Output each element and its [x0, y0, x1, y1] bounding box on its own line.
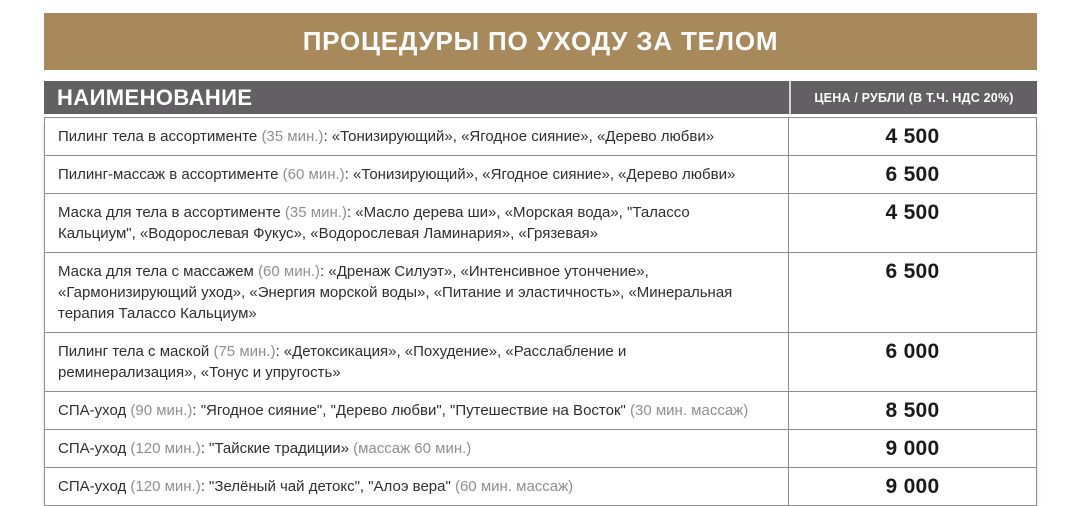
service-name-text: Пилинг тела с маской: [58, 343, 214, 360]
service-price: 6 500: [788, 253, 1036, 332]
duration-note: (120 мин.): [130, 440, 201, 457]
service-name-cell: [45, 118, 788, 155]
column-header-name: НАИМЕНОВАНИЕ: [57, 84, 253, 110]
service-price: 6 000: [788, 333, 1036, 391]
service-name-text: : "Тайские традиции»: [200, 440, 354, 457]
service-name-cell: [45, 333, 788, 391]
column-header-price: ЦЕНА / РУБЛИ (В Т.Ч. НДС 20%): [789, 81, 1037, 114]
service-price: 4 500: [788, 118, 1036, 155]
service-name-text: СПА-уход: [58, 478, 131, 495]
service-name-text: Пилинг тела в ассортименте: [58, 128, 262, 145]
service-price: 4 500: [788, 194, 1036, 252]
duration-note: (30 мин. массаж): [630, 402, 749, 419]
service-price: 8 500: [788, 392, 1036, 429]
service-name-text: : «Детоксикация», «Похудение», «Расслабление и реминерализация», «Тонус и упругость»: [58, 343, 627, 381]
service-name-text: СПА-уход: [58, 402, 131, 419]
page-title: ПРОЦЕДУРЫ ПО УХОДУ ЗА ТЕЛОМ: [302, 26, 779, 56]
table-row: [45, 156, 1036, 194]
table-row: [45, 430, 1036, 468]
table-row: [45, 194, 1036, 253]
duration-note: (120 мин.): [130, 478, 201, 495]
table-row: [45, 392, 1036, 430]
duration-note: (60 мин. массаж): [454, 478, 574, 495]
service-name-text: Пилинг-массаж в ассортименте: [58, 166, 283, 183]
service-name-text: СПА-уход: [58, 440, 131, 457]
title-banner: [44, 13, 1037, 70]
table-row: [45, 253, 1036, 333]
service-name-text: : «Тонизирующий», «Ягодное сияние», «Дерево любви»: [344, 166, 736, 183]
table-body: [44, 117, 1037, 506]
service-name-text: Маска для тела в ассортименте: [58, 204, 285, 221]
service-name-text: : "Зелёный чай детокс", "Алоэ вера": [200, 478, 455, 495]
service-name-cell: [45, 156, 788, 193]
service-name-cell: [45, 253, 788, 332]
table-row: [45, 468, 1036, 505]
service-name-cell: [45, 194, 788, 252]
table-row: [45, 333, 1036, 392]
table-header-row: [44, 81, 1037, 114]
service-price: 9 000: [788, 468, 1036, 505]
service-name-text: Маска для тела с массажем: [58, 263, 259, 280]
duration-note: (35 мин.): [284, 204, 347, 221]
service-name-cell: [45, 430, 788, 467]
duration-note: (75 мин.): [213, 343, 276, 360]
service-name-cell: [45, 468, 788, 505]
duration-note: (массаж 60 мин.): [353, 440, 472, 457]
duration-note: (35 мин.): [261, 128, 324, 145]
service-name-text: : «Дренаж Силуэт», «Интенсивное утончение», «Гармонизирующий уход», «Энергия морской воды», «Питание и эластичность», «Минеральная терапия Талассо Кальциум»: [58, 263, 733, 322]
service-name-text: : «Тонизирующий», «Ягодное сияние», «Дерево любви»: [323, 128, 715, 145]
duration-note: (60 мин.): [282, 166, 345, 183]
service-price: 6 500: [788, 156, 1036, 193]
price-table: [44, 81, 1037, 506]
service-name-cell: [45, 392, 788, 429]
service-name-text: : «Масло дерева ши», «Морская вода», "Талассо Кальциум", «Водорослевая Фукус», «Водорослевая Ламинария», «Грязевая»: [58, 204, 690, 242]
duration-note: (60 мин.): [258, 263, 321, 280]
service-name-text: : "Ягодное сияние", "Дерево любви", "Путешествие на Восток": [192, 402, 631, 419]
duration-note: (90 мин.): [130, 402, 193, 419]
service-price: 9 000: [788, 430, 1036, 467]
table-row: [45, 118, 1036, 156]
